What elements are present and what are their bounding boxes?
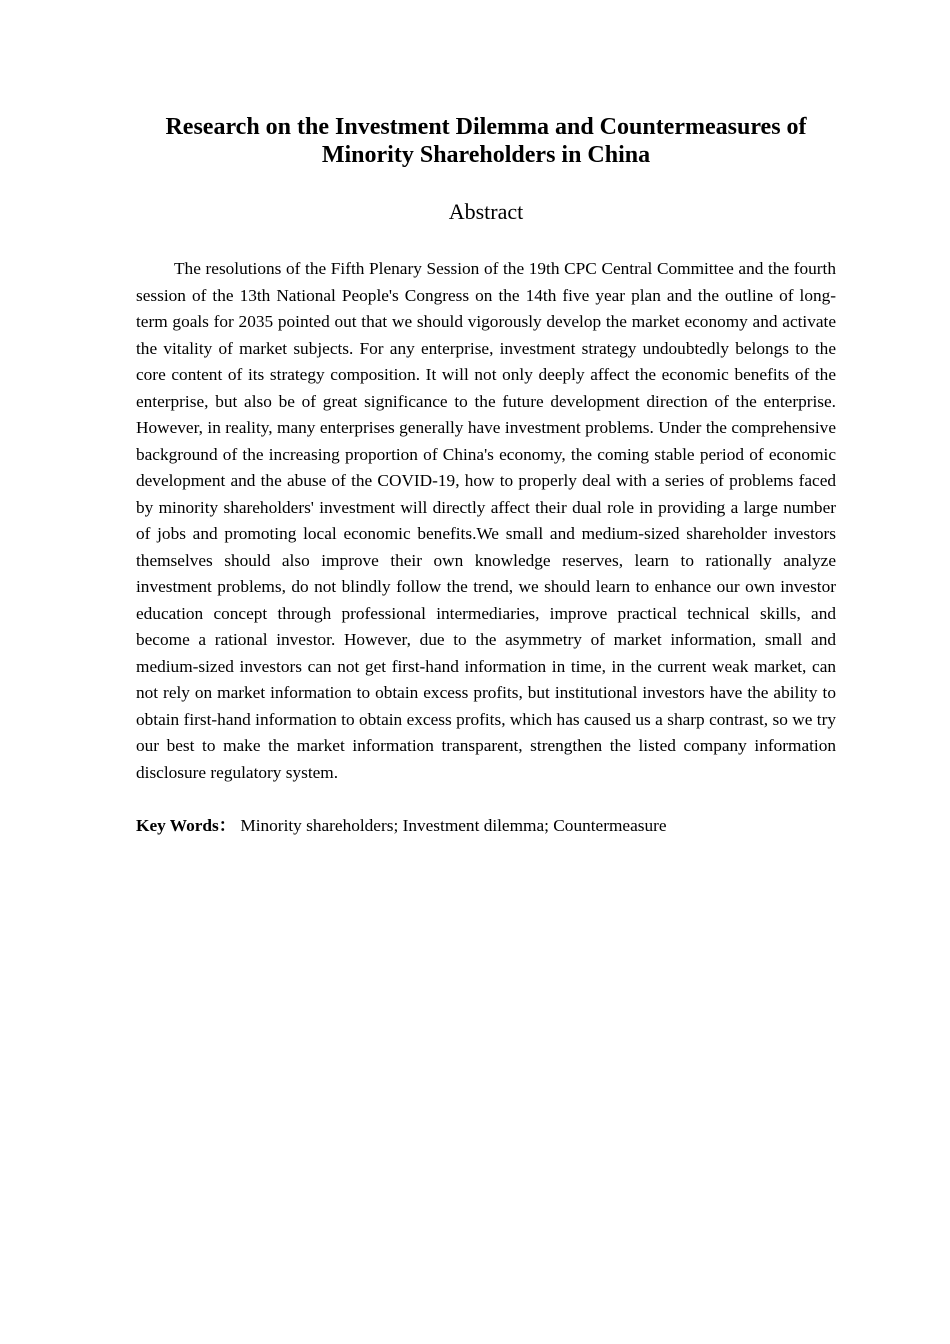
document-page	[136, 113, 836, 840]
keywords-list: Minority shareholders; Investment dilemma; Countermeasure	[240, 816, 667, 835]
paper-title: Research on the Investment Dilemma and Countermeasures of Minority Shareholders in China	[165, 114, 807, 168]
abstract-heading: Abstract	[448, 199, 524, 224]
keywords-label: Key Words：	[136, 816, 237, 835]
keywords-line	[136, 813, 836, 840]
abstract-body: The resolutions of the Fifth Plenary Session of the 19th CPC Central Committee and the fourth session of the 13th National People's Congress on the 14th five year plan and the outline of long-term goals for 2035 pointed out that we should vigorously develop the market economy and activate the vitality of market subjects. For any enterprise, investment strategy undoubtedly belongs to the core content of its strategy composition. It will not only deeply affect the economic benefits of the enterprise, but also be of great significance to the future development direction of the enterprise. However, in reality, many enterprises generally have investment problems. Under the comprehensive background of the increasing proportion of China's economy, the coming stable period of economic development and the abuse of the COVID-19, how to properly deal with a series of problems faced by minority shareholders' investment will directly affect their dual role in providing a large number of jobs and promoting local economic benefits.We small and medium-sized shareholder investors themselves should also improve their own knowledge reserves, learn to rationally analyze investment problems, do not blindly follow the trend, we should learn to enhance our own investor education concept through professional intermediaries, improve practical technical skills, and become a rational investor. However, due to the asymmetry of market information, small and medium-sized investors can not get first-hand information in time, in the current weak market, can not rely on market information to obtain excess profits, but institutional investors have the ability to obtain first-hand information to obtain excess profits, which has caused us a sharp contrast, so we try our best to make the market information transparent, strengthen the listed company information disclosure regulatory system.	[136, 259, 836, 782]
